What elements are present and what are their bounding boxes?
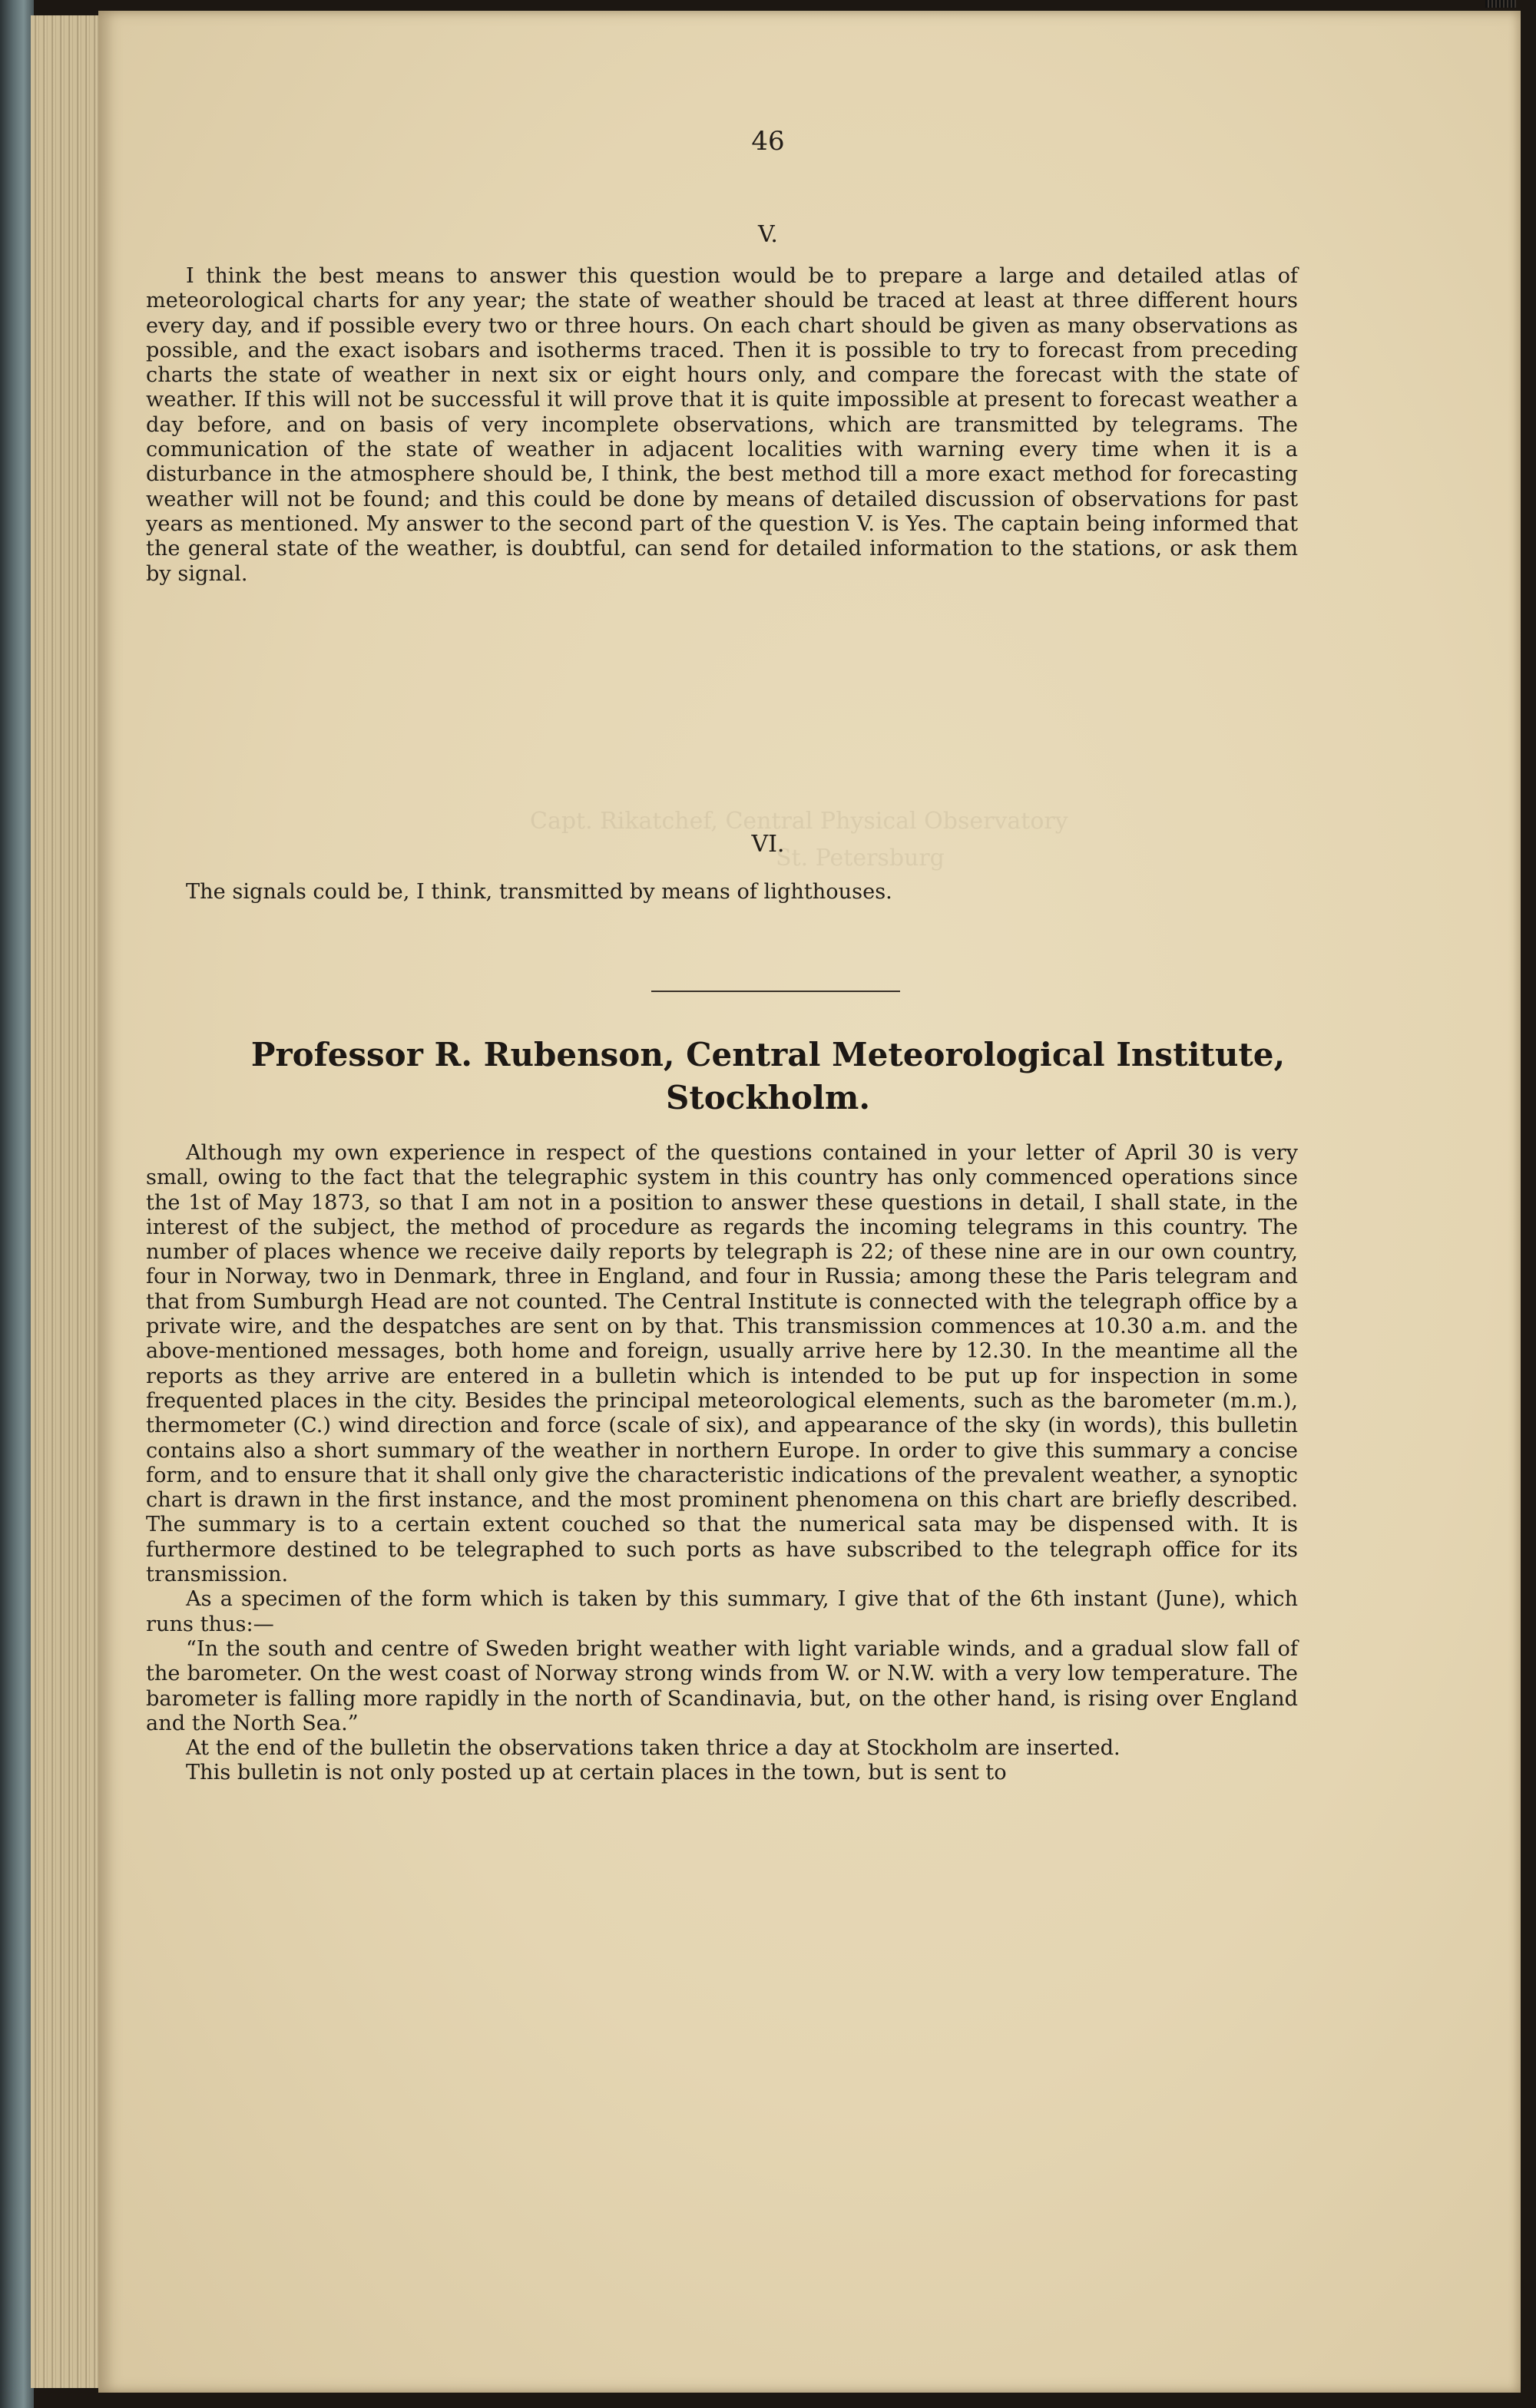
article-paragraph-1: Although my own experience in respect of the questions contained in your letter of April 30 is very small, owing to the fact that the telegraphic system in this country has only commenced operations since the 1st of May 1873, so that I am not in a position to answer these questions in detail, I shall state, in the interest of the subject, the method of procedure as regards the incoming telegrams in this country. The number of places whence we receive daily reports by telegraph is 22; of these nine are in our own country, four in Norway, two in Denmark, three in England, and four in Russia; among these the Paris telegram and that from Sumburgh Head are not counted. The Central Institute is connected with the telegraph office by a private wire, and the despatches are sent on by that. This transmission commences at 10.30 a.m. and the above-mentioned messages, both home and foreign, usually arrive here by 12.30. In the meantime all the reports as they arrive are entered in a bulletin which is intended to be put up for inspection in some frequented places in the city. Besides the principal meteorological elements, such as the barometer (m.m.), thermometer (C.) wind direction and force (scale of six), and appearance of the sky (in words), this bulletin contains also a short summary of the weather in northern Europe. In order to give this summary a concise form, and to ensure that it shall only give the characteristic indications of the prevalent weather, a synoptic chart is drawn in the first instance, and the most prominent phenomena on this chart are briefly described. The summary is to a certain extent couched so that the numerical sata may be dispensed with. It is furthermore destined to be telegraphed to such ports as have subscribed to the telegraph office for its transmission. bbox=[146, 1141, 1298, 1587]
article-quote-paragraph: “In the south and centre of Sweden bright weather with light variable winds, and a gradual slow fall of the barometer. On the west coast of Norway strong winds from W. or N.W. with a very low temperature. The barometer is falling more rapidly in the north of Scandinavia, but, on the other hand, is rising over England and the North Sea.” bbox=[146, 1636, 1298, 1735]
book-spine bbox=[0, 0, 34, 2408]
article-paragraph-5: This bulletin is not only posted up at certain places in the town, but is sent to bbox=[186, 1761, 1007, 1785]
page-number: 46 bbox=[751, 126, 785, 157]
section-divider-rule bbox=[651, 991, 900, 992]
article-heading-line-2: Stockholm. bbox=[666, 1079, 870, 1116]
section-heading-v: V. bbox=[758, 221, 778, 248]
section-v-body bbox=[146, 264, 1298, 587]
bleed-through-line-1: Capt. Rikatchef, Central Physical Observatory bbox=[530, 808, 1068, 835]
article-heading bbox=[230, 1034, 1306, 1120]
article-heading-line-1: Professor R. Rubenson, Central Meteorological Institute, bbox=[250, 1036, 1286, 1073]
section-vi-body bbox=[146, 880, 1298, 905]
article-paragraph-2: As a specimen of the form which is taken by this summary, I give that of the 6th instant (June), which runs thus:— bbox=[146, 1587, 1298, 1636]
section-heading-vi: VI. bbox=[751, 831, 785, 858]
bleed-through-line-2: St. Petersburg bbox=[776, 845, 945, 872]
article-paragraph-4: At the end of the bulletin the observations taken thrice a day at Stockholm are inserted. bbox=[186, 1736, 1121, 1761]
section-vi-paragraph: The signals could be, I think, transmitted by means of lighthouses. bbox=[186, 880, 892, 904]
article-body bbox=[146, 1141, 1298, 1786]
scan-edge-marks bbox=[1485, 0, 1516, 8]
section-v-paragraph: I think the best means to answer this question would be to prepare a large and detailed atlas of meteorological charts for any year; the state of weather should be traced at least at three different hours every day, and if possible every two or three hours. On each chart should be given as many observations as possible, and the exact isobars and isotherms traced. Then it is possible to try to forecast from preceding charts the state of weather in next six or eight hours only, and compare the forecast with the state of weather. If this will not be successful it will prove that it is quite impossible at present to forecast weather a day before, and on basis of very incomplete observations, which are transmitted by telegrams. The communication of the state of weather in adjacent localities with warning every time when it is a disturbance in the atmosphere should be, I think, the best method till a more exact method for forecasting weather will not be found; and this could be done by means of detailed discussion of observations for past years as mentioned. My answer to the second part of the question V. is Yes. The captain being informed that the general state of the weather, is doubtful, can send for detailed information to the stations, or ask them by signal. bbox=[146, 264, 1298, 586]
